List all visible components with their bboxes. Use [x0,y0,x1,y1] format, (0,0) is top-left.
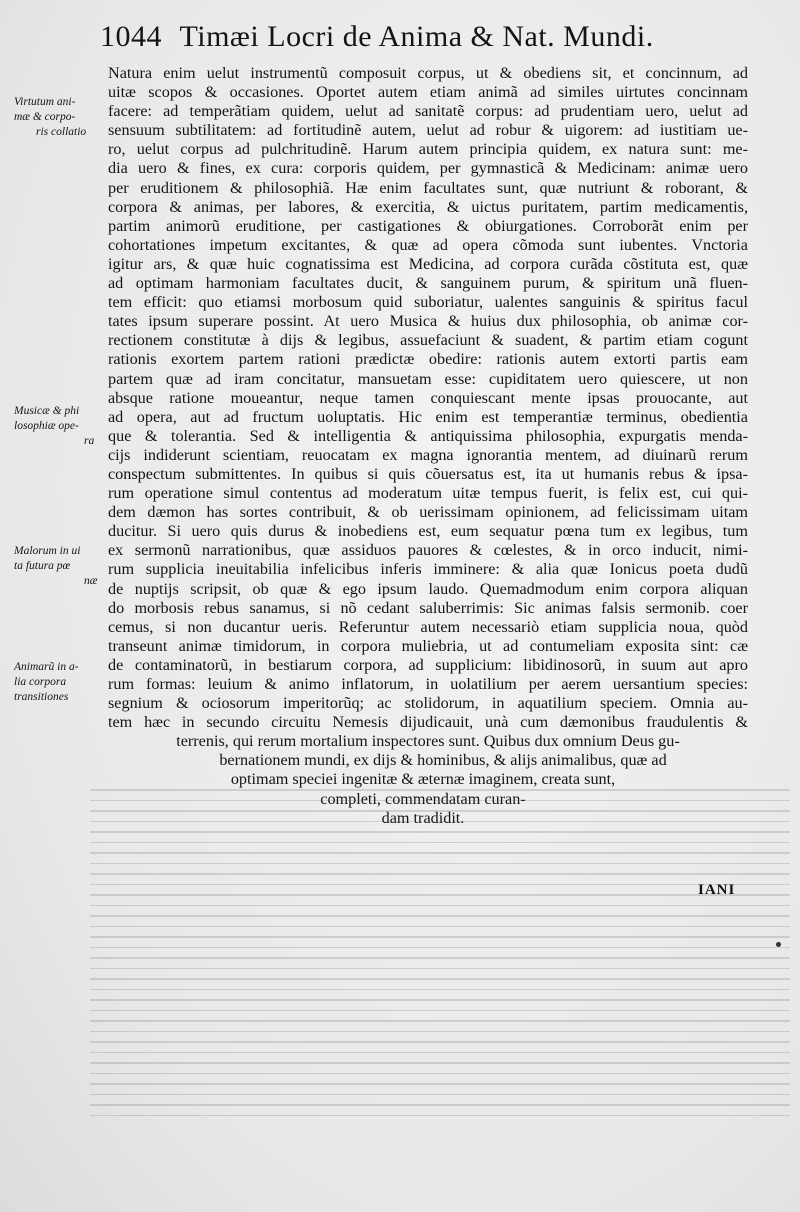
text-line: igitur ars, & quæ huic cognatissima est Medicina, ad corpora curãda cõstituta est, quæ [108,254,748,273]
text-line: ex sermonũ narrationibus, quæ assiduos pauores & cœlestes, & in orco inducit, nimi- [108,541,748,560]
page-number: 1044 [100,20,162,53]
margin-note-line: ta futura pœ [14,560,71,572]
text-line: do morbosis rebus sanamus, si nõ cedant saluberrimis: Sic animas falsis sermonib. coer [108,598,748,617]
text-line: que & tolerantia. Sed & intelligentia & antiquissima philosophia, expurgatis menda- [108,426,748,445]
text-line: conspectum submittentes. In quibus si quis cõuersatus est, ita ut humanis rebus & ipsa- [108,464,748,483]
text-line: cijs indiderunt scientiam, reuocatam ex magna ignorantia mentem, ad diuinarũ rerum [108,445,748,464]
margin-note-line: Virtutum ani- [14,96,76,108]
margin-note [14,544,104,589]
margin-note-line: lia corpora [14,676,67,688]
text-line: de nuptijs scripsit, ob quæ & ego ipsum laudo. Quemadmodum enim corpora aliquan [108,579,748,598]
text-line: optimam speciei ingenitæ & æternæ imaginem, creata sunt, [230,770,616,789]
text-line: ad optimam harmoniam facultates ducit, & sanguinem purum, & spiritum unã fluen- [108,274,748,293]
ink-spot [776,942,781,947]
text-line: dem dæmon has sortes contribuit, & ob uerissimam opinionem, ad felicissimam uitam [108,503,748,522]
margin-note [14,660,104,705]
text-line: dia uero & fines, ex cura: corporis quidem, per gymnasticã & Medicinam: animæ uero [108,159,748,178]
text-line: ro, uelut corpus ad pulchritudinẽ. Harum autem principia quidem, ex natura sunt: me- [108,140,748,159]
text-line: tem hæc in secundo circuitu Nemesis dijudicauit, unà cum dæmonibus fraudulentis & [108,713,748,732]
margin-note-line: ris collatio [36,126,87,138]
margin-note-line: ra [84,435,95,447]
text-line: rum operatione simul contentus ad moderatum uitæ tempus fuerit, is felix est, cui qui- [108,484,748,503]
text-line: corpora & animas, per labores, & exercitia, & uictus puritatem, partim medicamentis, [108,197,748,216]
text-line: per eruditionem & philosophiã. Hæ enim facultates sunt, quæ nutriunt & roborant, & [108,178,748,197]
margin-note-line: Malorum in ui [14,545,81,557]
margin-note-line: Musicæ & phi [14,405,80,417]
text-line: ducitur. Si uero quis durus & inobediens est, eum sequatur pœna tum ex legibus, tum [108,522,748,541]
text-line: tem efficit: quo etiamsi morbosum quid suboriatur, ualentes sanguinis & spiritus facul [108,293,748,312]
page-title: Timæi Locri de Anima & Nat. Mundi. [179,20,654,53]
text-line: dam tradidit. [381,808,465,827]
show-through-text [90,780,790,1140]
margin-note-line: næ [84,575,98,587]
text-line: rationis exortem partem rationi prædictæ obedire: rationis autem extorti partis eam [108,350,748,369]
text-line: rectionem constitutæ à dijs & legibus, assuefaciunt & suadent, & partim etiam cogunt [108,331,748,350]
text-line: completi, commendatam curan- [320,789,526,808]
text-line: rum formas: leuium & animo inflatorum, in uolatilium per aerem uersantium species: [108,675,748,693]
margin-note-line: transitiones [14,691,69,703]
text-line: de contaminatorũ, in bestiarum corpora, ad supplicium: libidinosorũ, in suum aut apro [108,655,748,674]
text-line: cemus, si non ducantur ueris. Referuntur autem necessariò etiam supplicia noua, quòd [108,617,748,636]
text-line: cohortationes impetum excitantes, & quæ ad opera cõmoda sunt iubentes. Vnctoria [108,235,748,254]
body-text [108,64,748,828]
text-line: uitæ scopos & occasiones. Oportet autem etiam animã ad similes uirtutes concinnam [108,83,748,102]
catchword: IANI [698,882,736,898]
text-line: segnium & ociosorum imperitorũq; ac stolidorum, in aquatilium speciem. Omnia au- [108,694,748,713]
text-line: partem quæ ad iram concitatur, mansuetam esse: cupiditatem uero quiescere, ut non [108,369,748,388]
text-line: absque ratione moueantur, neque tamen conquiescant mente ipsas prouocante, aut [108,388,748,407]
margin-note-line: Animarũ in a- [14,661,79,673]
text-line: sensuum subtilitatem: ad fortitudinẽ autem, uelut ad robur & uigorem: ad iustitiam ue- [108,121,748,140]
margin-note-line: mæ & corpo- [14,111,76,123]
text-line: bernationem mundi, ex dijs & hominibus, & alijs animalibus, quæ ad [219,751,667,770]
running-head [100,20,740,54]
text-line: rum supplicia ineuitabilia infelicibus inferis imminere: & alia quæ Ionicus poeta dudũ [108,560,748,579]
text-line: Natura enim uelut instrumentũ composuit corpus, ut & obediens sit, et concinnum, ad [108,64,748,82]
margin-note-line: losophiæ ope- [14,420,79,432]
margin-note [14,404,104,449]
text-line: transeunt animæ timidorum, in corpora muliebria, ut ad contumeliam exposita sint: cæ [108,636,748,655]
text-line: terrenis, qui rerum mortalium inspectores sunt. Quibus dux omnium Deus gu- [176,732,680,751]
margin-note [14,95,104,140]
text-line: tates ipsum superare possint. At uero Musica & huius dux philosophia, ob animæ cor- [108,312,748,331]
text-line: partim animorũ eruditione, per castigationes & obiurgationes. Corroborãt enim per [108,216,748,235]
text-line: facere: ad temperãtiam quidem, uelut ad sanitatẽ corpus: ad prudentiam uero, uelut ad [108,102,748,121]
text-line: ad opera, aut ad fructum uoluptatis. Hic enim est temperantiæ terminus, obedientia [108,407,748,426]
